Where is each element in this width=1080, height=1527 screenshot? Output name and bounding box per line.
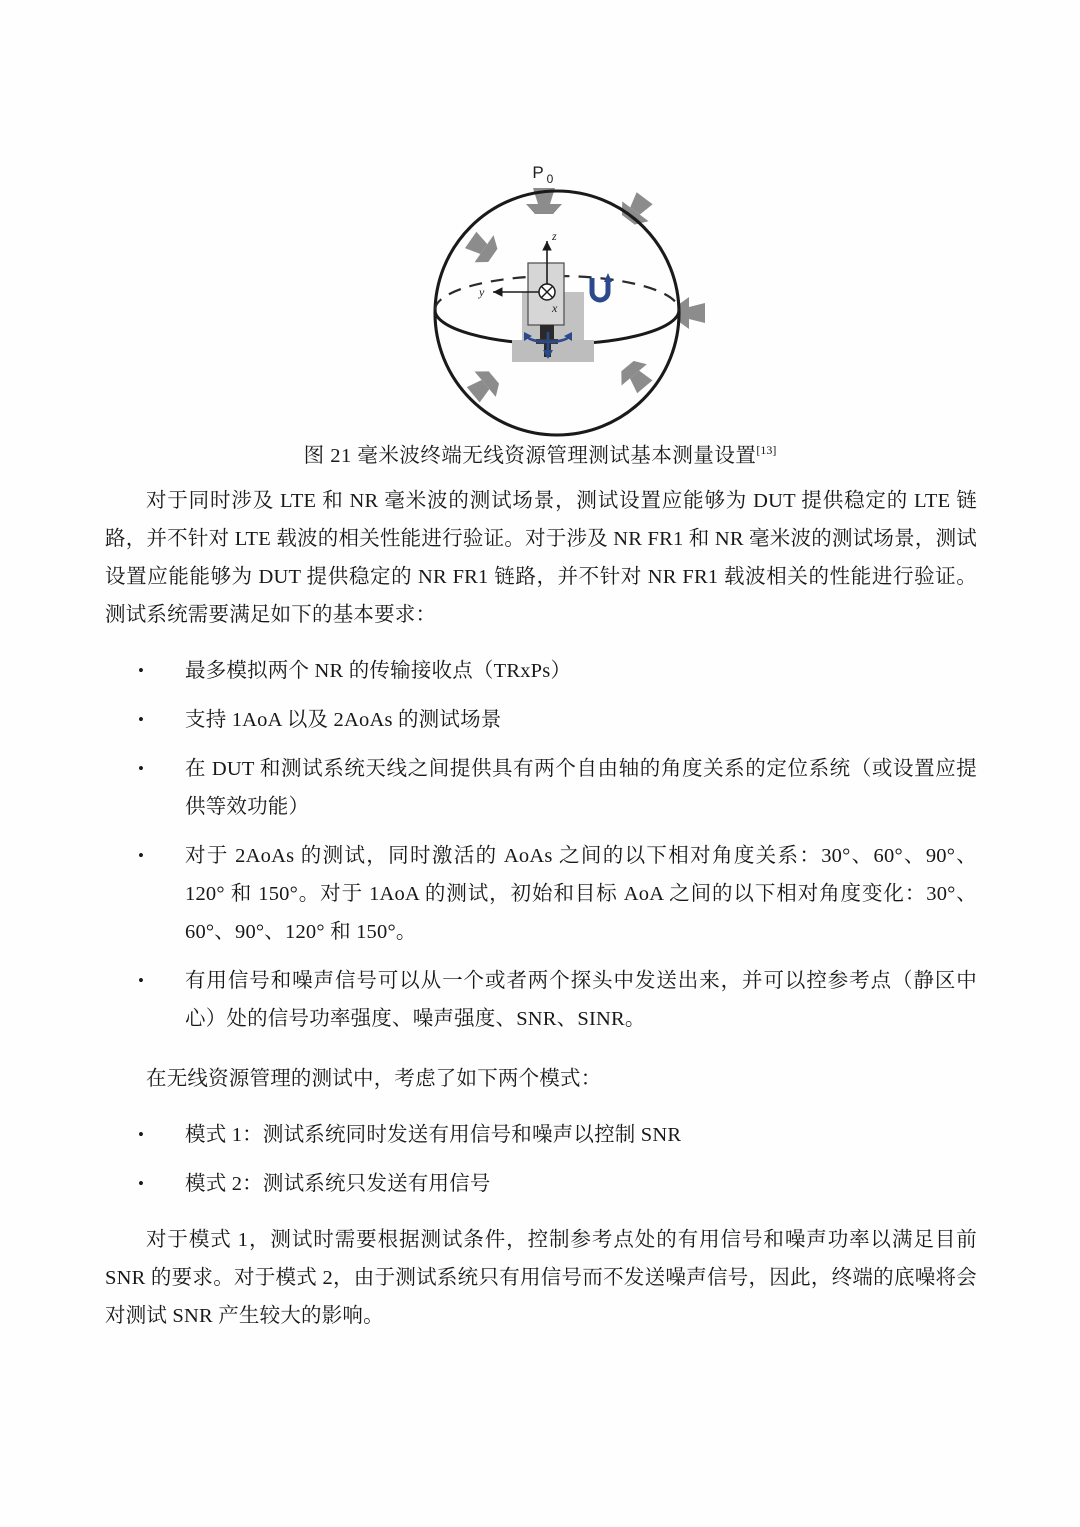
bullet-icon: • [138,971,145,990]
list-item-text: 对于 2AoAs 的测试，同时激活的 AoAs 之间的以下相对角度关系：30°、60°、90°、120° 和 150°。对于 1AoA 的测试，初始和目标 AoA 之间的以下相对角度变化：30°、60°、90°、120° 和 150°。 [185,845,977,943]
list-item [105,1165,977,1203]
paragraph-modes-intro: 在无线资源管理的测试中，考虑了如下两个模式： [146,1068,602,1090]
list-item [105,837,977,951]
axis-z-label: z [552,229,557,243]
bullet-icon: • [138,1174,145,1193]
bullet-icon: • [138,759,145,778]
list-item-text: 有用信号和噪声信号可以从一个或者两个探头中发送出来，并可以控参考点（静区中心）处的信号功率强度、噪声强度、SNR、SINR。 [185,970,977,1030]
bullet-icon: • [138,710,145,729]
probe-p0-label: P [532,163,544,182]
modes-list [105,1116,977,1203]
bullet-icon: • [138,661,145,680]
list-item [105,652,977,690]
axis-x-label: x [552,301,558,315]
list-item-text: 模式 2：测试系统只发送有用信号 [185,1173,491,1195]
bullet-icon: • [138,1125,145,1144]
list-item [105,1116,977,1154]
figure-caption-text: 图 21 毫米波终端无线资源管理测试基本测量设置 [303,445,757,467]
list-item [105,962,977,1038]
figure-caption [0,438,1080,468]
elevation-rotation-arrow [592,273,612,300]
paragraph-intro: 对于同时涉及 LTE 和 NR 毫米波的测试场景，测试设置应能够为 DUT 提供稳定的 LTE 链路，并不针对 LTE 载波的相关性能进行验证。对于涉及 NR FR1 和 NR 毫米波的测试场景，测试设置应能能够为 DUT 提供稳定的 NR FR1 链路，并不针对 NR FR1 载波相关的性能进行验证。测试系统需要满足如下的基本要求： [105,490,977,626]
figure-caption-reference: [13] [756,443,777,458]
list-item [105,701,977,739]
axis-x-into-page-symbol [539,284,555,300]
list-item-text: 在 DUT 和测试系统天线之间提供具有两个自由轴的角度关系的定位系统（或设置应提供等效功能） [185,758,977,818]
requirements-list [105,652,977,1038]
probe-p0-subscript: 0 [546,172,554,186]
list-item-text: 最多模拟两个 NR 的传输接收点（TRxPs） [185,660,572,682]
probe-horn-upper-left [462,226,503,269]
probe-horn-lower-left [462,364,504,407]
probe-horn-right [678,297,705,329]
figure-21-diagram [0,140,1080,440]
document-body [105,482,977,1335]
list-item [105,750,977,826]
paragraph-conclusion: 对于模式 1，测试时需要根据测试条件，控制参考点处的有用信号和噪声功率以满足目前 SNR 的要求。对于模式 2，由于测试系统只有用信号而不发送噪声信号，因此，终端的底噪将会对测试 SNR 产生较大的影响。 [105,1229,977,1327]
axis-y-label: y [479,285,485,299]
list-item-text: 模式 1：测试系统同时发送有用信号和噪声以控制 SNR [185,1124,682,1146]
bullet-icon: • [138,846,145,865]
anechoic-sphere-svg [0,140,1080,440]
list-item-text: 支持 1AoA 以及 2AoAs 的测试场景 [185,709,502,731]
